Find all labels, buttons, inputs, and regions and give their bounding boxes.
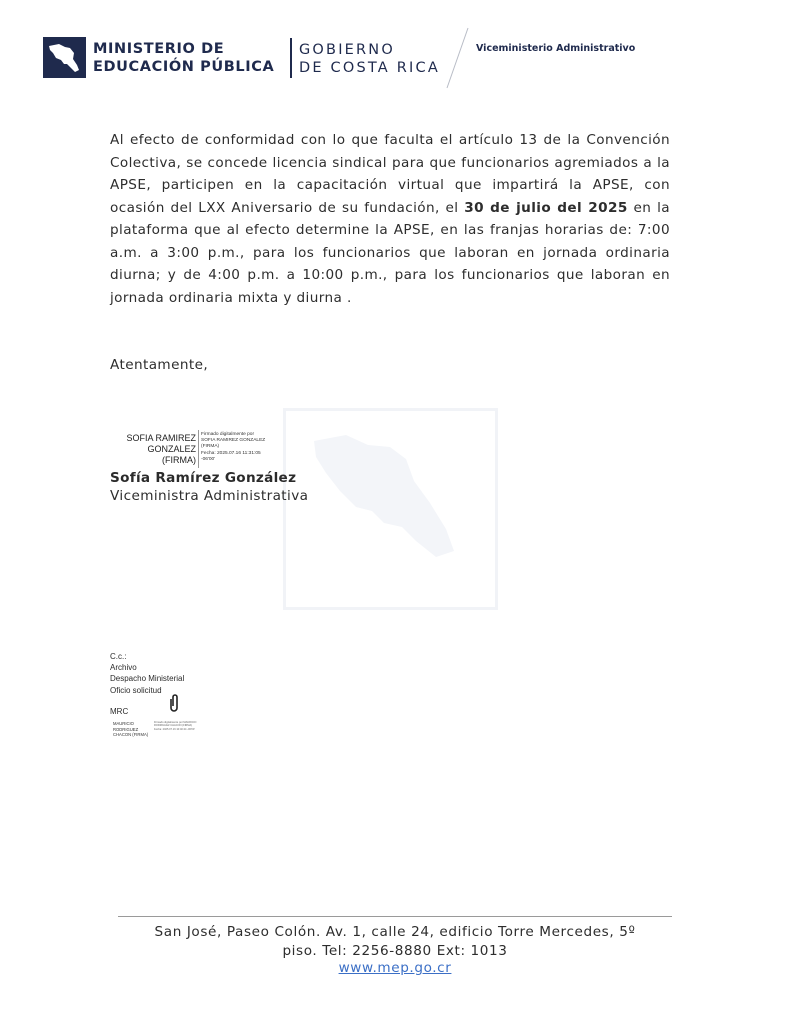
signature-stamp-details <box>201 432 281 463</box>
footer-address <box>118 923 672 961</box>
initials-stamp-detail-line3: Fecha: 2025.07.16 10:40:24 -06'00' <box>154 727 195 731</box>
body-date: 30 de julio del 2025 <box>464 199 628 216</box>
website-link[interactable]: www.mep.go.cr <box>338 960 452 976</box>
footer-divider <box>118 916 672 917</box>
costa-rica-map-icon <box>43 37 86 78</box>
initials: MRC <box>110 707 129 716</box>
government-name-line1: GOBIERNO <box>299 42 395 58</box>
ministry-name-line1: MINISTERIO DE <box>93 41 225 57</box>
footer-address-line2: piso. Tel: 2256-8880 Ext: 1013 <box>282 943 508 959</box>
government-name-line2: DE COSTA RICA <box>299 60 440 76</box>
header-divider <box>290 38 292 78</box>
initials-stamp <box>113 721 153 738</box>
initials-stamp-details <box>154 721 202 731</box>
signature-stamp-name-line1: SOFIA RAMIREZ <box>126 433 196 443</box>
cc-item: Oficio solicitud <box>110 685 162 695</box>
signer-name: Sofía Ramírez González <box>110 470 297 486</box>
signature-stamp-name <box>126 433 196 466</box>
ministry-name <box>93 40 274 76</box>
signature-stamp-name-line3: (FIRMA) <box>162 455 196 465</box>
ministry-logo <box>43 37 86 78</box>
paperclip-icon <box>168 693 180 713</box>
body-text-part1: Al efecto de conformidad con lo que faculta el artículo 13 de la Convención Colectiva, se concede licencia sindical para que funcionarios agremiados a la APSE, participen en la capacitación virtual que impartirá la APSE, con ocasión del LXX Aniversario de su fundación, el <box>110 132 670 216</box>
cc-item: Despacho Ministerial <box>110 674 185 684</box>
cc-label: C.c.: <box>110 652 127 661</box>
closing: Atentamente, <box>110 357 209 373</box>
initials-stamp-line2: CHACON (FIRMA) <box>113 732 149 737</box>
initials-stamp-detail-line1: Firmado digitalmente por MAURICIO <box>154 721 197 724</box>
cc-item: Archivo <box>110 663 137 673</box>
initials-stamp-detail-line2: RODRIGUEZ CHACON (FIRMA) <box>154 724 193 728</box>
signer-title: Viceministra Administrativa <box>110 488 309 504</box>
footer-address-line1: San José, Paseo Colón. Av. 1, calle 24, edificio Torre Mercedes, 5º <box>154 924 636 940</box>
signature-stamp-divider <box>198 430 199 468</box>
body-paragraph <box>110 129 670 309</box>
body-text-part2: en la plataforma que al efecto determine la APSE, en las franjas horarias de: 7:00 a.m. a 3:00 p.m., para los funcionarios que laboran en jornada ordinaria diurna; y de 4:00 p.m. a 10:00 p.m., para los funcionarios que laboran en jornada ordinaria mixta y diurna . <box>110 199 670 306</box>
ministry-name-line2: EDUCACIÓN PÚBLICA <box>93 59 275 75</box>
signature-detail-line2: SOFIA RAMIREZ GONZALEZ <box>201 438 266 444</box>
signature-detail-line3: (FIRMA) <box>201 444 220 450</box>
cc-block <box>110 651 184 696</box>
signature-stamp-name-line2: GONZALEZ <box>147 444 196 454</box>
watermark-frame <box>283 408 498 610</box>
initials-stamp-line1: MAURICIO RODRIGUEZ <box>113 721 139 732</box>
signature-detail-line1: Firmado digitalmente por <box>201 432 255 437</box>
watermark-map-icon <box>286 411 495 607</box>
signature-detail-line5: -06'00' <box>201 456 216 462</box>
header-slash-divider <box>444 26 472 90</box>
government-name <box>299 41 440 77</box>
viceministerio-header: Viceministerio Administrativo <box>476 43 636 54</box>
signature-detail-line4: Fecha: 2025.07.16 11:31:05 <box>201 450 261 456</box>
